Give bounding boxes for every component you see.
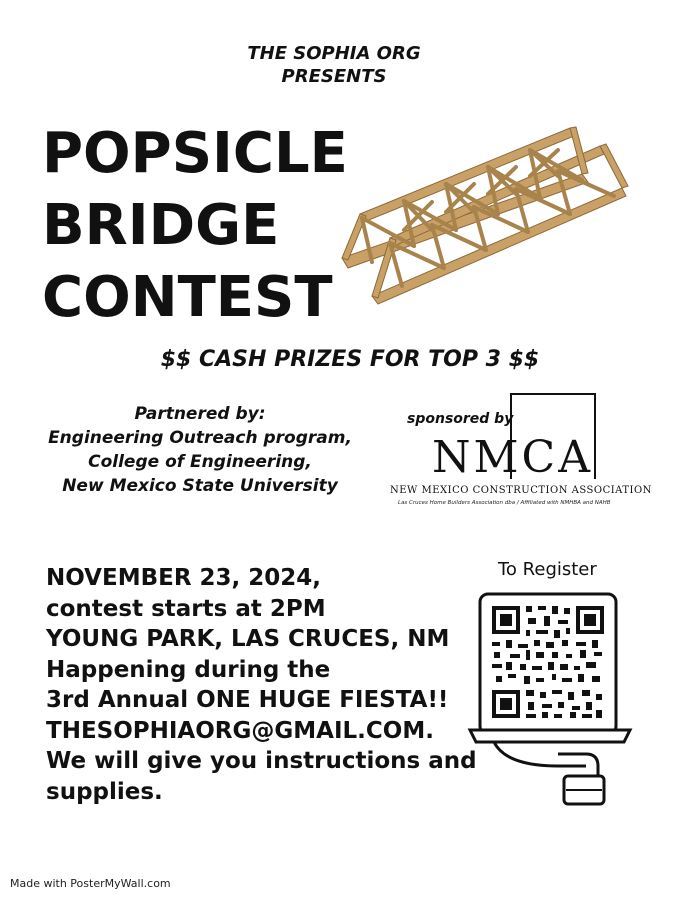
title-line-3: CONTEST: [42, 265, 333, 330]
event-context-line-1: Happening during the: [46, 656, 331, 683]
event-date: NOVEMBER 23, 2024,: [46, 565, 322, 591]
event-details: [46, 563, 477, 807]
presenter-line-2: PRESENTS: [281, 66, 387, 87]
postermywall-credit[interactable]: Made with PosterMyWall.com: [10, 877, 171, 890]
presenter-line-1: THE SOPHIA ORG: [247, 43, 421, 64]
sponsored-by-label: sponsored by: [407, 411, 514, 427]
event-context-line-2: 3rd Annual ONE HUGE FIESTA!!: [46, 687, 449, 713]
partner-line-program: Engineering Outreach program,: [48, 428, 352, 448]
partners-heading: Partnered by:: [134, 404, 266, 424]
presenter-heading: [0, 42, 668, 88]
event-location: YOUNG PARK, LAS CRUCES, NM: [46, 626, 450, 652]
event-start-time: contest starts at 2PM: [46, 595, 326, 622]
sponsor-block: [388, 393, 652, 513]
register-qr-code[interactable]: [466, 590, 636, 810]
partner-line-college: College of Engineering,: [88, 452, 312, 472]
contact-email: THESOPHIAORG@GMAIL.COM.: [46, 717, 434, 744]
title-line-2: BRIDGE: [42, 193, 280, 258]
instructions-line-2: supplies.: [46, 778, 163, 805]
partner-line-university: New Mexico State University: [62, 476, 338, 496]
partners-block: [40, 402, 360, 498]
popsicle-bridge-illustration: [332, 118, 632, 308]
register-label: To Register: [498, 559, 597, 580]
title-line-1: POPSICLE: [42, 121, 348, 186]
nmca-affiliation: Las Cruces Home Builders Association dba / Affiliated with NMHBA and NAHB: [398, 500, 611, 506]
cash-prizes-banner: $$ CASH PRIZES FOR TOP 3 $$: [160, 347, 540, 372]
instructions-line-1: We will give you instructions and: [46, 748, 477, 774]
poster-title: [42, 118, 348, 334]
nmca-full-name: NEW MEXICO CONSTRUCTION ASSOCIATION: [390, 485, 652, 496]
nmca-logo: NMCA: [432, 432, 593, 483]
